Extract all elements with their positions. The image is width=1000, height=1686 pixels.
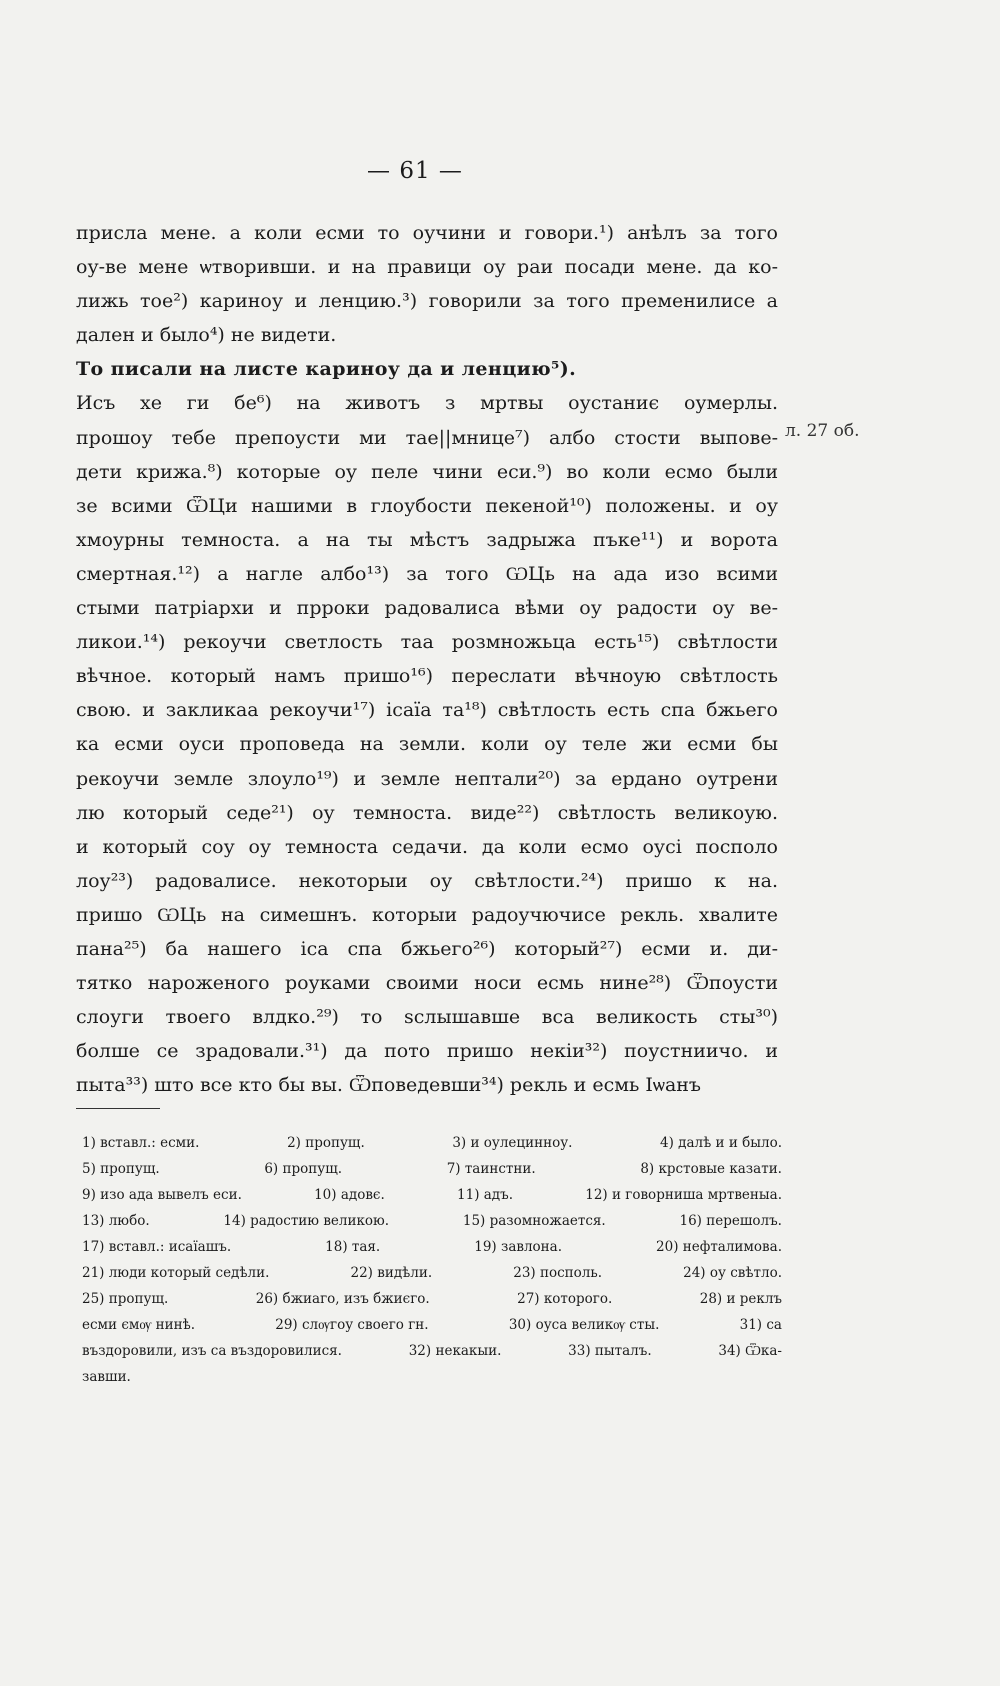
- footnote: 18) тая.: [325, 1239, 381, 1255]
- footnote: завши.: [82, 1369, 131, 1385]
- text-line: ка есми оуси проповеда на земли. коли оу теле жи есми бы: [76, 733, 778, 756]
- main-text: [76, 216, 778, 1102]
- footnote: 17) вставл.: исаїашъ.: [82, 1239, 232, 1255]
- footnote: 29) слѹгоу своего гн.: [275, 1317, 429, 1333]
- text-line: стыми патріархи и прроки радовалиса вѣми оу радости оу ве‑: [76, 597, 778, 620]
- footnote: 4) далѣ и и было.: [660, 1135, 782, 1151]
- footnote: 23) посполь.: [513, 1265, 603, 1281]
- footnote: 26) бжиаго, изъ бжиєго.: [255, 1291, 430, 1307]
- footnote: 1) вставл.: есми.: [82, 1135, 200, 1151]
- footnote: 13) любо.: [82, 1213, 150, 1229]
- footnote-row: [82, 1286, 782, 1312]
- footnote: 16) перешолъ.: [679, 1213, 782, 1229]
- footnote: 15) разомножается.: [462, 1213, 606, 1229]
- footnote: 20) нефталимова.: [656, 1239, 782, 1255]
- text-line: пыта³³) што все кто бы вы. Ѿповедевши³⁴) рекль и есмь Іѡанъ: [76, 1074, 702, 1097]
- text-line: дален и было⁴) не видети.: [76, 324, 337, 347]
- text-line: пана²⁵) ба нашего іса спа бжьего²⁶) который²⁷) есми и. ди‑: [76, 937, 778, 960]
- footnote: 31) са: [739, 1317, 782, 1333]
- footnote-row: [82, 1260, 782, 1286]
- footnote: 33) пыталъ.: [568, 1343, 652, 1359]
- text-line: болше се зрадовали.³¹) да пото пришо некіи³²) поустниичо. и: [76, 1040, 778, 1063]
- footnote: 3) и оулецинноу.: [452, 1135, 573, 1151]
- text-line: лю который седе²¹) оу темноста. виде²²) свѣтлость великоую.: [76, 801, 778, 824]
- footnote: 6) пропущ.: [264, 1161, 343, 1177]
- page-number: — 61 —: [367, 158, 463, 184]
- footnote: 32) некакыи.: [408, 1343, 502, 1359]
- text-line: смертная.¹²) а нагле албо¹³) за того ѠЦь на ада изо всими: [76, 562, 778, 585]
- footnote: 12) и говорниша мртвеныа.: [585, 1187, 782, 1203]
- text-line: и который соу оу темноста седачи. да коли есмо оусі посполо: [76, 835, 778, 858]
- footnote-row: [82, 1156, 782, 1182]
- footnote: 21) люди который седѣли.: [82, 1265, 270, 1281]
- footnote: 24) оу свѣтло.: [683, 1265, 782, 1281]
- footnote-row: [82, 1130, 782, 1156]
- footnote-row: [82, 1234, 782, 1260]
- footnote-row: [82, 1182, 782, 1208]
- text-line: прошоу тебе препоусти ми тае||мнице⁷) албо стости выпове‑: [76, 426, 778, 449]
- footnote-row: [82, 1364, 782, 1390]
- footnote: 5) пропущ.: [82, 1161, 160, 1177]
- footnote: въздоровили, изъ са въздоровилися.: [82, 1343, 342, 1359]
- footnote: есми ємѹ нинѣ.: [82, 1317, 195, 1333]
- text-line: То писали на листе кариноу да и ленцию⁵).: [76, 358, 577, 381]
- footnote: 19) завлона.: [474, 1239, 563, 1255]
- text-line: дети крижа.⁸) которые оу пеле чини еси.⁹) во коли есмо были: [76, 460, 778, 483]
- footnote-row: [82, 1338, 782, 1364]
- text-line: пришо ѠЦь на симешнъ. которыи радоучючисе рекль. хвалите: [76, 903, 778, 926]
- text-line: рекоучи земле злоуло¹⁹) и земле нептали²⁰) за ердано оутрени: [76, 767, 778, 790]
- footnote: 34) Ѿка‑: [718, 1343, 782, 1359]
- footnote: 10) адовє.: [314, 1187, 385, 1203]
- footnote: 7) таинстни.: [446, 1161, 536, 1177]
- footnote: 30) оуса великѹ сты.: [508, 1317, 660, 1333]
- footnotes: [82, 1130, 782, 1390]
- footnote: 27) которого.: [517, 1291, 613, 1307]
- text-line: Исъ хе ги бе⁶) на животъ з мртвы оустаниє оумерлы.: [76, 392, 778, 415]
- text-line: лоу²³) радовалисе. некоторыи оу свѣтлости.²⁴) пришо к на.: [76, 869, 778, 892]
- text-line: оу‑ве мене ѡтворивши. и на правици оу раи посади мене. да ко‑: [76, 256, 778, 279]
- text-line: тятко нароженого роуками своими носи есмь нине²⁸) Ѿпоусти: [76, 972, 778, 995]
- footnote: 22) видѣли.: [350, 1265, 433, 1281]
- footnote: 25) пропущ.: [82, 1291, 169, 1307]
- text-line: слоуги твоего влдко.²⁹) то ѕслышавше вса великость сты³⁰): [76, 1006, 778, 1029]
- footnote: 14) радостию великою.: [223, 1213, 390, 1229]
- footnote: 2) пропущ.: [287, 1135, 365, 1151]
- footnote: 28) и реклъ: [699, 1291, 782, 1307]
- text-line: свою. и закликаа рекоучи¹⁷) ісаїа та¹⁸) свѣтлость есть спа бжьего: [76, 699, 778, 722]
- text-line: лижь тое²) кариноу и ленцию.³) говорили за того пременилисе а: [76, 290, 778, 313]
- text-line: вѣчное. который намъ пришо¹⁶) переслати вѣчноую свѣтлость: [76, 665, 778, 688]
- text-line: хмоурны темноста. а на ты мѣстъ задрыжа пъке¹¹) и ворота: [76, 528, 778, 551]
- footnote: 8) крстовые казати.: [640, 1161, 782, 1177]
- footnote-row: [82, 1312, 782, 1338]
- margin-note: л. 27 об.: [785, 421, 860, 441]
- footnote: 11) адъ.: [457, 1187, 513, 1203]
- footnote: 9) изо ада вывелъ еси.: [82, 1187, 242, 1203]
- footnote-row: [82, 1208, 782, 1234]
- text-line: зе всими ѾЦи нашими в глоубости пекеной¹⁰) положены. и оу: [76, 494, 778, 517]
- text-line: ликои.¹⁴) рекоучи светлость таа розмножьца есть¹⁵) свѣтлости: [76, 631, 778, 654]
- footnote-divider: [76, 1108, 160, 1109]
- text-line: присла мене. а коли есми то оучини и говори.¹) анѣлъ за того: [76, 222, 778, 244]
